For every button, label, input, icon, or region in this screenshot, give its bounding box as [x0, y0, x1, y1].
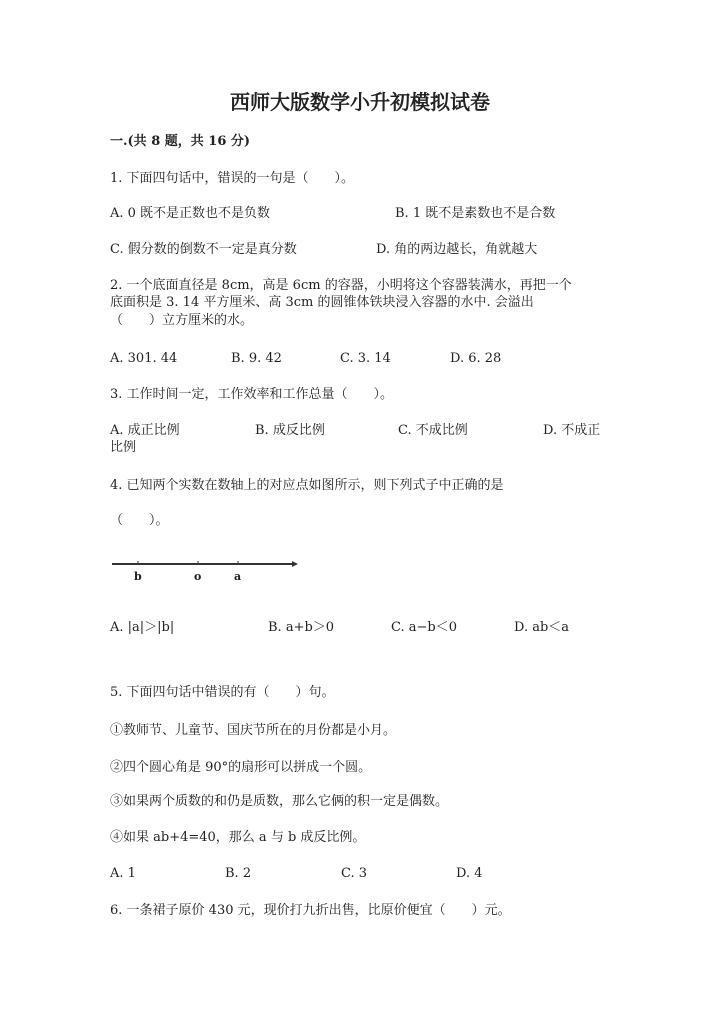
q2-option-a: A. 301. 44	[110, 351, 178, 366]
axis-label-a: a	[234, 570, 242, 583]
q1-stem: 1. 下面四句话中，错误的一句是（ ）。	[110, 171, 355, 186]
q5-option-c: C. 3	[341, 866, 368, 881]
q3-stem: 3. 工作时间一定，工作效率和工作总量（ ）。	[110, 387, 394, 402]
q2-option-d: D. 6. 28	[450, 351, 502, 366]
q4-option-b: B. a+b＞0	[268, 620, 335, 635]
q5-stem: 5. 下面四句话中错误的有（ ）句。	[110, 685, 335, 700]
q5-statement-3: ③如果两个质数的和仍是质数，那么它俩的积一定是偶数。	[110, 794, 449, 809]
q2-option-c: C. 3. 14	[340, 351, 391, 366]
q3-option-d-wrap: 比例	[110, 440, 137, 455]
q4-stem-line1: 4. 已知两个实数在数轴上的对应点如图所示，则下列式子中正确的是	[110, 478, 504, 493]
q2-option-b: B. 9. 42	[231, 351, 282, 366]
q1-option-d: D. 角的两边越长，角就越大	[376, 242, 538, 257]
q6-stem: 6. 一条裙子原价 430 元，现价打九折出售，比原价便宜（ ）元。	[110, 903, 511, 918]
q3-option-b: B. 成反比例	[255, 423, 325, 438]
q3-option-a: A. 成正比例	[110, 423, 180, 438]
q1-option-c: C. 假分数的倒数不一定是真分数	[110, 242, 297, 257]
section-heading: 一.(共 8 题，共 16 分)	[110, 134, 251, 149]
number-line-arrow	[292, 561, 298, 567]
axis-label-o: o	[194, 570, 202, 583]
q4-stem-line2: （ ）。	[110, 513, 169, 528]
q3-option-c: C. 不成比例	[398, 423, 468, 438]
q5-statement-4: ④如果 ab+4=40，那么 a 与 b 成反比例。	[110, 830, 366, 845]
q4-option-d: D. ab＜a	[514, 620, 570, 635]
q5-option-b: B. 2	[225, 866, 252, 881]
q2-stem-line2: 底面积是 3. 14 平方厘米、高 3cm 的圆锥体铁块浸入容器的水中. 会溢出	[110, 295, 534, 310]
q2-stem-line3: （ ）立方厘米的水。	[110, 313, 254, 328]
q1-option-b: B. 1 既不是素数也不是合数	[395, 206, 556, 221]
axis-label-b: b	[134, 570, 142, 583]
page-title: 西师大版数学小升初模拟试卷	[230, 90, 490, 114]
q2-stem-line1: 2. 一个底面直径是 8cm，高是 6cm 的容器，小明将这个容器装满水，再把一个	[110, 278, 572, 293]
q5-option-d: D. 4	[456, 866, 483, 881]
q4-option-c: C. a−b＜0	[391, 620, 457, 635]
q4-option-a: A. |a|＞|b|	[110, 620, 175, 635]
q5-statement-1: ①教师节、儿童节、国庆节所在的月份都是小月。	[110, 723, 397, 738]
q5-statement-2: ②四个圆心角是 90°的扇形可以拼成一个圆。	[110, 760, 372, 775]
q3-option-d: D. 不成正	[543, 423, 601, 438]
q1-option-a: A. 0 既不是正数也不是负数	[110, 206, 271, 221]
q5-option-a: A. 1	[110, 866, 136, 881]
